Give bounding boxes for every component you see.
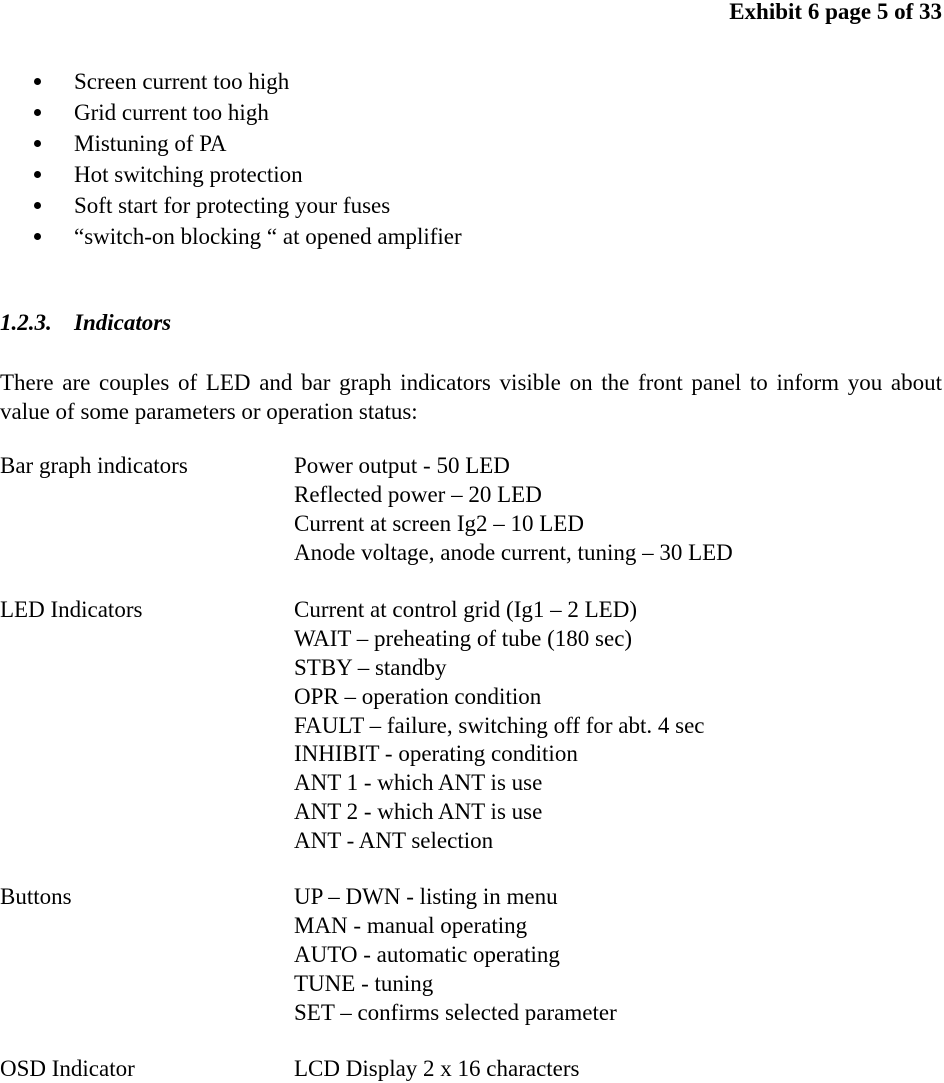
group-label: Buttons (0, 884, 72, 909)
list-item: Reflected power – 20 LED (294, 481, 542, 507)
list-item: Anode voltage, anode current, tuning – 30 LED (294, 539, 733, 565)
intro-paragraph: There are couples of LED and bar graph indicators visible on the front panel to inform you about value of some parameters or operation status: (0, 370, 942, 424)
list-item: ANT 2 - which ANT is use (294, 799, 543, 825)
group-items (294, 1054, 580, 1083)
list-item (34, 223, 462, 254)
list-item (34, 130, 462, 161)
list-item: LCD Display 2 x 16 characters (294, 1056, 580, 1081)
group-items (294, 882, 617, 1026)
list-item: SET – confirms selected parameter (294, 999, 617, 1025)
list-item: Current at screen Ig2 – 10 LED (294, 510, 584, 536)
list-item: Current at control grid (Ig1 – 2 LED) (294, 597, 637, 622)
bullet-icon (34, 233, 41, 240)
list-item-text: Soft start for protecting your fuses (74, 193, 391, 218)
group-label: OSD Indicator (0, 1056, 135, 1081)
list-item (34, 192, 462, 223)
list-item-text: Mistuning of PA (74, 131, 227, 156)
list-item-text: Hot switching protection (74, 162, 303, 187)
list-item: UP – DWN - listing in menu (294, 884, 558, 909)
group-items (294, 595, 705, 855)
bullet-icon (34, 171, 41, 178)
group-label: LED Indicators (0, 597, 143, 622)
list-item: OPR – operation condition (294, 683, 542, 709)
bullet-icon (34, 202, 41, 209)
list-item: TUNE - tuning (294, 970, 434, 996)
bullet-icon (34, 140, 41, 147)
group-label: Bar graph indicators (0, 453, 188, 478)
group-items (294, 451, 733, 567)
section-heading (0, 310, 171, 336)
section-title: Indicators (74, 310, 172, 335)
list-item: STBY – standby (294, 654, 447, 680)
section-number: 1.2.3. (0, 310, 52, 335)
list-item-text: Screen current too high (74, 69, 290, 94)
list-item: ANT - ANT selection (294, 828, 494, 854)
list-item (34, 99, 462, 130)
list-item: MAN - manual operating (294, 912, 528, 938)
list-item: ANT 1 - which ANT is use (294, 770, 543, 796)
list-item-text: “switch-on blocking “ at opened amplifier (74, 224, 462, 249)
list-item (34, 161, 462, 192)
bullet-icon (34, 78, 41, 85)
list-item: AUTO - automatic operating (294, 941, 560, 967)
list-item: INHIBIT - operating condition (294, 741, 578, 767)
list-item: Power output - 50 LED (294, 453, 510, 478)
bullet-icon (34, 109, 41, 116)
list-item-text: Grid current too high (74, 100, 269, 125)
list-item: FAULT – failure, switching off for abt. 4 sec (294, 712, 705, 738)
list-item (34, 68, 462, 99)
protection-features-list (34, 68, 462, 254)
list-item: WAIT – preheating of tube (180 sec) (294, 625, 633, 651)
page-header: Exhibit 6 page 5 of 33 (729, 0, 942, 24)
